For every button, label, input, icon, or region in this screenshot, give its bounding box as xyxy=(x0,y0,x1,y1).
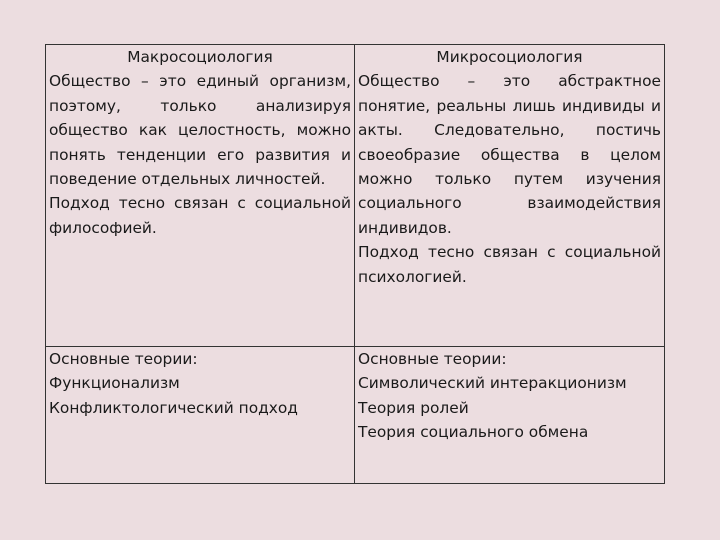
micro-theory-item: Символический интеракционизм xyxy=(358,374,627,393)
theories-row xyxy=(46,347,665,484)
macro-heading: Макросоциология xyxy=(127,48,273,66)
macro-cell xyxy=(46,45,355,347)
micro-theory-item: Теория ролей xyxy=(358,398,469,417)
micro-description: Общество – это абстрактное понятие, реальны лишь индивиды и акты. Следовательно, постичь своеобразие общества в целом можно только путем изучения социального взаимодействия индивидов. xyxy=(358,72,661,237)
micro-cell xyxy=(355,45,665,347)
macro-theories-cell xyxy=(46,347,355,484)
comparison-table xyxy=(45,44,665,484)
approach-row xyxy=(46,45,665,347)
macro-theory-item: Функционализм xyxy=(49,374,180,393)
macro-theories-title: Основные теории: xyxy=(49,350,198,368)
macro-relation: Подход тесно связан с социальной философией. xyxy=(49,194,351,237)
micro-relation: Подход тесно связан с социальной психологией. xyxy=(358,243,661,286)
macro-description: Общество – это единый организм, поэтому, только анализируя общество как целостность, можно понять тенденции его развития и поведение отдельных личностей. xyxy=(49,72,351,189)
micro-theory-item: Теория социального обмена xyxy=(358,423,589,442)
macro-theory-item: Конфликтологический подход xyxy=(49,398,298,417)
micro-heading: Микросоциология xyxy=(436,48,583,66)
micro-theories-cell xyxy=(355,347,665,484)
micro-theories-title: Основные теории: xyxy=(358,350,507,368)
